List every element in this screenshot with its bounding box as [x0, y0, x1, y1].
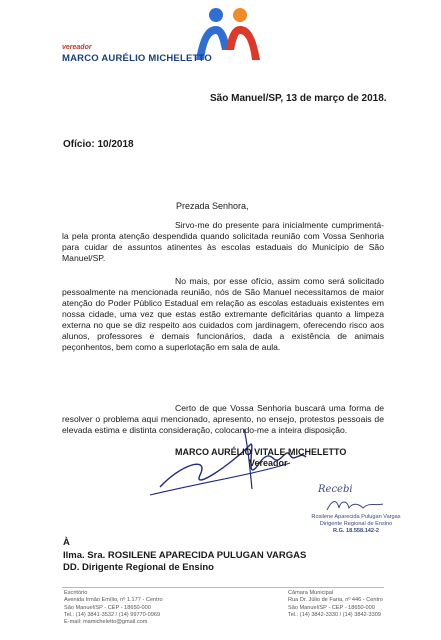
footer-office-line: Tel.: (14) 3841-3532 / (14) 99770-0969	[64, 611, 161, 618]
footer-chamber-line: São Manuel/SP - CEP - 18650-000	[288, 604, 375, 611]
body-paragraph-3: Certo de que Vossa Senhoria buscará uma forma de resolver o problema aqui mencionado, apresento, no ensejo, protestos pessoais de elevada estima e distinta consideração, colocando-me a inteira disposição.	[62, 403, 384, 435]
handwritten-signature	[140, 425, 340, 500]
footer-office-title: Escritório	[64, 590, 88, 596]
signer-role: Vereador	[249, 458, 288, 468]
receiver-signature	[325, 496, 385, 514]
oficio-number: Ofício: 10/2018	[63, 139, 134, 150]
footer-divider	[62, 587, 384, 588]
addressee-role: DD. Dirigente Regional de Ensino	[63, 562, 214, 573]
logo-figure-orange	[226, 8, 260, 60]
addressee-prefix: À	[63, 537, 70, 548]
stamp-title: Dirigente Regional de Ensino	[319, 521, 393, 527]
letter-date: São Manuel/SP, 13 de março de 2018.	[210, 93, 387, 104]
body-paragraph-1: Sirvo-me do presente para inicialmente cumprimentá-la pela pronta atenção despendida quando solicitada reunião com Vossa Senhoria para cuidar de assuntos atinentes às escolas estaduais do Município de São Manuel/SP.	[62, 220, 384, 263]
stamp-name: Rosilene Aparecida Pulugan Vargas	[311, 514, 401, 520]
stamp-rg: R.G. 18.558.142-2	[332, 528, 380, 534]
letterhead-name: MARCO AURÉLIO MICHELETTO	[62, 53, 212, 64]
body-paragraph-2: No mais, por esse ofício, assim como será solicitado pessoalmente na mencionada reunião, nós de São Manuel necessitamos de maior atenção do Poder Público Estadual em relação as escolas estaduais existentes em nossa cidade, uma vez que estas estão extremante deficitárias quanto a limpeza externa no que se diz respeito aos cuidados com jardinagem, oferecendo risco aos alunos, professores e demais funcionários, dada a existência de animais peçonhentos, bem como a superlotação em sala de aula.	[62, 276, 384, 352]
letterhead-tag: vereador	[62, 44, 92, 51]
footer-chamber	[288, 590, 383, 619]
footer-office	[64, 590, 163, 626]
footer-chamber-line: Tel.: (14) 3842-3330 / (14) 3842-3309	[288, 611, 381, 618]
footer-office-line: São Manuel/SP - CEP - 18650-000	[64, 604, 151, 611]
footer-chamber-title: Câmara Municipal	[288, 590, 334, 596]
footer-office-line: Avenida Irmão Emílio, nº 1.177 - Centro	[64, 597, 163, 604]
footer-chamber-line: Rua Dr. Júlio de Faria, nº 446 - Centro	[288, 597, 384, 604]
footer-office-email: E-mail: mamicheletto@gmail.com	[64, 619, 148, 626]
received-stamp	[306, 514, 406, 535]
received-handwritten: Recebi	[318, 484, 353, 495]
addressee-name: Ilma. Sra. ROSILENE APARECIDA PULUGAN VARGAS	[63, 550, 307, 561]
salutation: Prezada Senhora,	[176, 201, 249, 211]
signer-name: MARCO AURÉLIO VITALE MICHELETTO	[175, 447, 347, 457]
